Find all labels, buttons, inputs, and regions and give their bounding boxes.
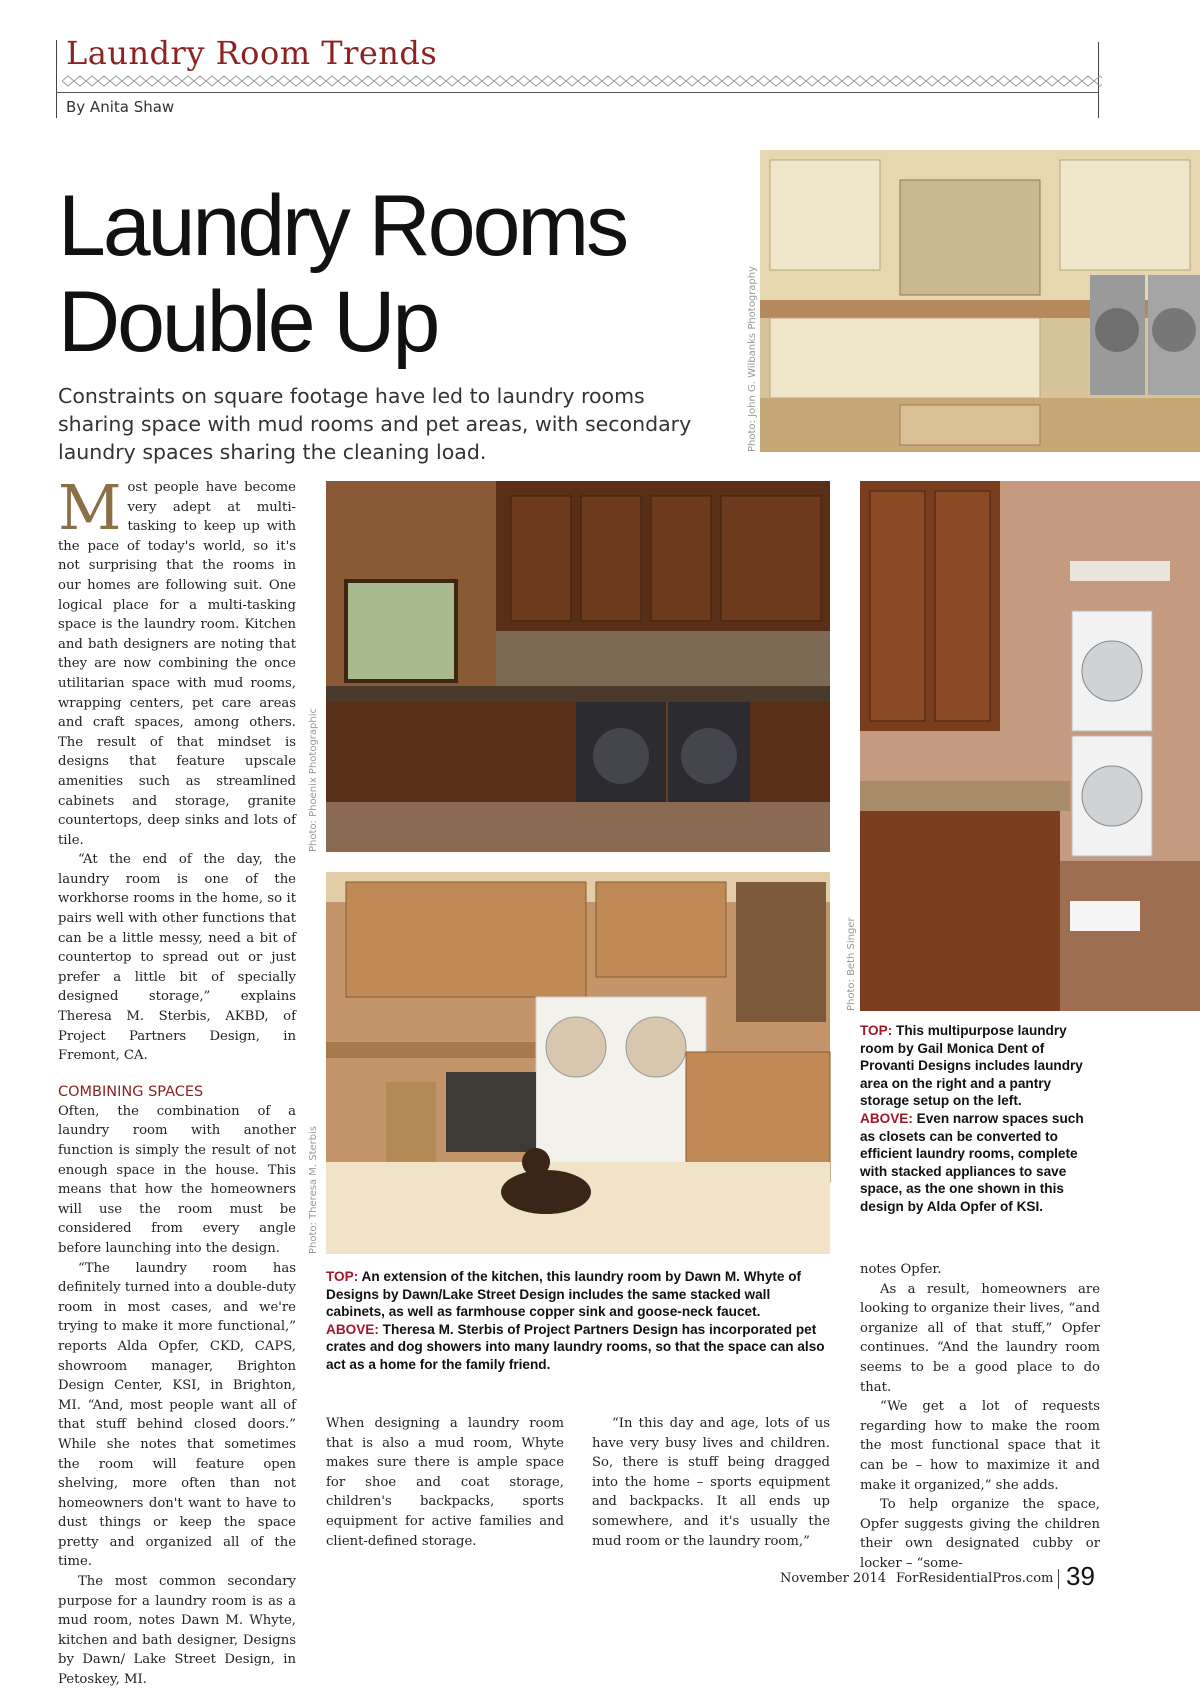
caption-right-above-text: Even narrow spaces such as closets can be converted to efficient laundry rooms, complete with stacked appliances to save space, as the one shown in this design by Alda Opfer of KSI. (860, 1110, 1084, 1214)
caption-left-top-text: An extension of the kitchen, this laundry room by Dawn M. Whyte of Designs by Dawn/Lake Street Design includes the same stacked wall cabinets, as well as farmhouse copper sink and goose-neck faucet. (326, 1269, 802, 1320)
caption-right-top-tag: TOP: (860, 1023, 893, 1038)
paragraph-2: “At the end of the day, the laundry room is one of the workhorse rooms in the home, so it pairs well with other functions that can be a little messy, need a bit of countertop to spread out or just prefer a little bit of specially designed storage,” explains Theresa M. Sterbis, AKBD, of Project Partners Design, in Fremont, CA. (58, 852, 296, 1064)
headline-line-1: Laundry Rooms (58, 178, 627, 274)
paragraph-5: The most common secondary purpose for a laundry room is as a mud room, notes Dawn M. Whyte, kitchen and bath designer, Designs by Dawn/ Lake Street Design, in Petoskey, MI. (58, 1574, 296, 1688)
section-title: Laundry Room Trends (66, 34, 438, 72)
footer-date: November 2014 (780, 1571, 887, 1586)
paragraph-4: “The laundry room has definitely turned into a double-duty room in most cases, and we're trying to make it more functional,” reports Alda Opfer, CKD, CAPS, showroom manager, Brighton Design Center, KSI, in Brighton, MI. “And, most people want all of that stuff behind closed doors.” While she notes that sometimes the room will feature open shelving, more often than not homeowners don't want to have to dust things or keep the space pretty and organized all of the time. (58, 1260, 296, 1570)
paragraph-col4-1: notes Opfer. (860, 1262, 942, 1277)
footer-site-link[interactable]: ForResidentialPros.com (896, 1571, 1054, 1586)
deck: Constraints on square footage have led to laundry rooms sharing space with mud rooms and pet areas, with secondary laundry spaces sharing the cleaning load. (58, 384, 692, 464)
paragraph-col3-1: “In this day and age, lots of us have very busy lives and children. So, there is stuff being dragged into the home – sports equipment and backpacks. It all ends up somewhere, and it's usually the mud room or the laundry room,” (592, 1416, 830, 1549)
paragraph-col4-2: As a result, homeowners are looking to organize their lives, “and organize all of that stuff,” Opfer continues. “And the laundry room seems to be a good place to do that. (860, 1281, 1100, 1395)
paragraph-col4-3: “We get a lot of requests regarding how to make the room the most functional space that it can be – how to maximize it and make it organized,” she adds. (860, 1399, 1100, 1493)
photo-cream-laundry-room (760, 150, 1200, 452)
paragraph-col4-4: To help organize the space, Opfer suggests giving the children their own designated cubby or locker – “some- (860, 1497, 1100, 1571)
caption-right (860, 1022, 1100, 1216)
body-column-4 (860, 1260, 1100, 1574)
caption-right-top-text: This multipurpose laundry room by Gail Monica Dent of Provanti Designs includes laundry area on the right and a pantry storage setup on the left. (860, 1023, 1083, 1109)
caption-left-above-text: Theresa M. Sterbis of Project Partners Design has incorporated pet crates and dog showers into many laundry rooms, so that the space can also act as a home for the family friend. (326, 1321, 825, 1372)
photo-pine-laundry-with-dog (326, 872, 830, 1254)
caption-right-above-tag: ABOVE: (860, 1110, 913, 1126)
dropcap: M (58, 471, 122, 544)
decorative-zigzag-border (62, 74, 1102, 88)
header-rule (56, 92, 1098, 93)
photo-credit-1: Photo: John G. Wilbanks Photography (747, 265, 758, 452)
page-number: 39 (1066, 1561, 1095, 1591)
photo-credit-4: Photo: Beth Singer (846, 917, 857, 1011)
byline: By Anita Shaw (66, 98, 175, 116)
caption-left (326, 1268, 830, 1374)
headline (58, 178, 718, 370)
headline-line-2: Double Up (58, 274, 438, 370)
photo-narrow-closet-laundry (860, 481, 1200, 1011)
subhead-combining-spaces: COMBINING SPACES (58, 1083, 204, 1100)
photo-wood-kitchen-laundry (326, 481, 830, 852)
photo-credit-3: Photo: Theresa M. Sterbis (308, 1125, 319, 1254)
body-column-2 (326, 1414, 564, 1551)
paragraph-col2-1: When designing a laundry room that is also a mud room, Whyte makes sure there is ample space for shoe and coat storage, children's backpacks, sports equipment for active families and client-defined storage. (326, 1416, 564, 1549)
body-column-1 (58, 471, 296, 1690)
caption-left-above-tag: ABOVE: (326, 1321, 379, 1337)
body-column-3 (592, 1414, 830, 1551)
paragraph-3: Often, the combination of a laundry room with another function is simply the result of not enough space in the house. This means that how the homeowners will use the room must be considered from every angle before launching into the design. (58, 1103, 296, 1256)
header-left-rule (56, 40, 57, 118)
caption-left-top-tag: TOP: (326, 1269, 359, 1284)
photo-credit-2: Photo: Phoenix Photographic (308, 708, 319, 852)
paragraph-1: ost people have become very adept at multi-tasking to keep up with the pace of today's world, so it's not surprising that the rooms in our homes are following suit. One logical place for a multi-tasking space is the laundry room. Kitchen and bath designers are noting that they are now combining the once utilitarian space with mud rooms, wrapping centers, pet care areas and craft spaces, among others. The result of that mindset is designs that feature upscale amenities such as streamlined cabinets and storage, granite countertops, deep sinks and lots of tile. (58, 480, 296, 848)
footer-separator (1058, 1569, 1059, 1589)
